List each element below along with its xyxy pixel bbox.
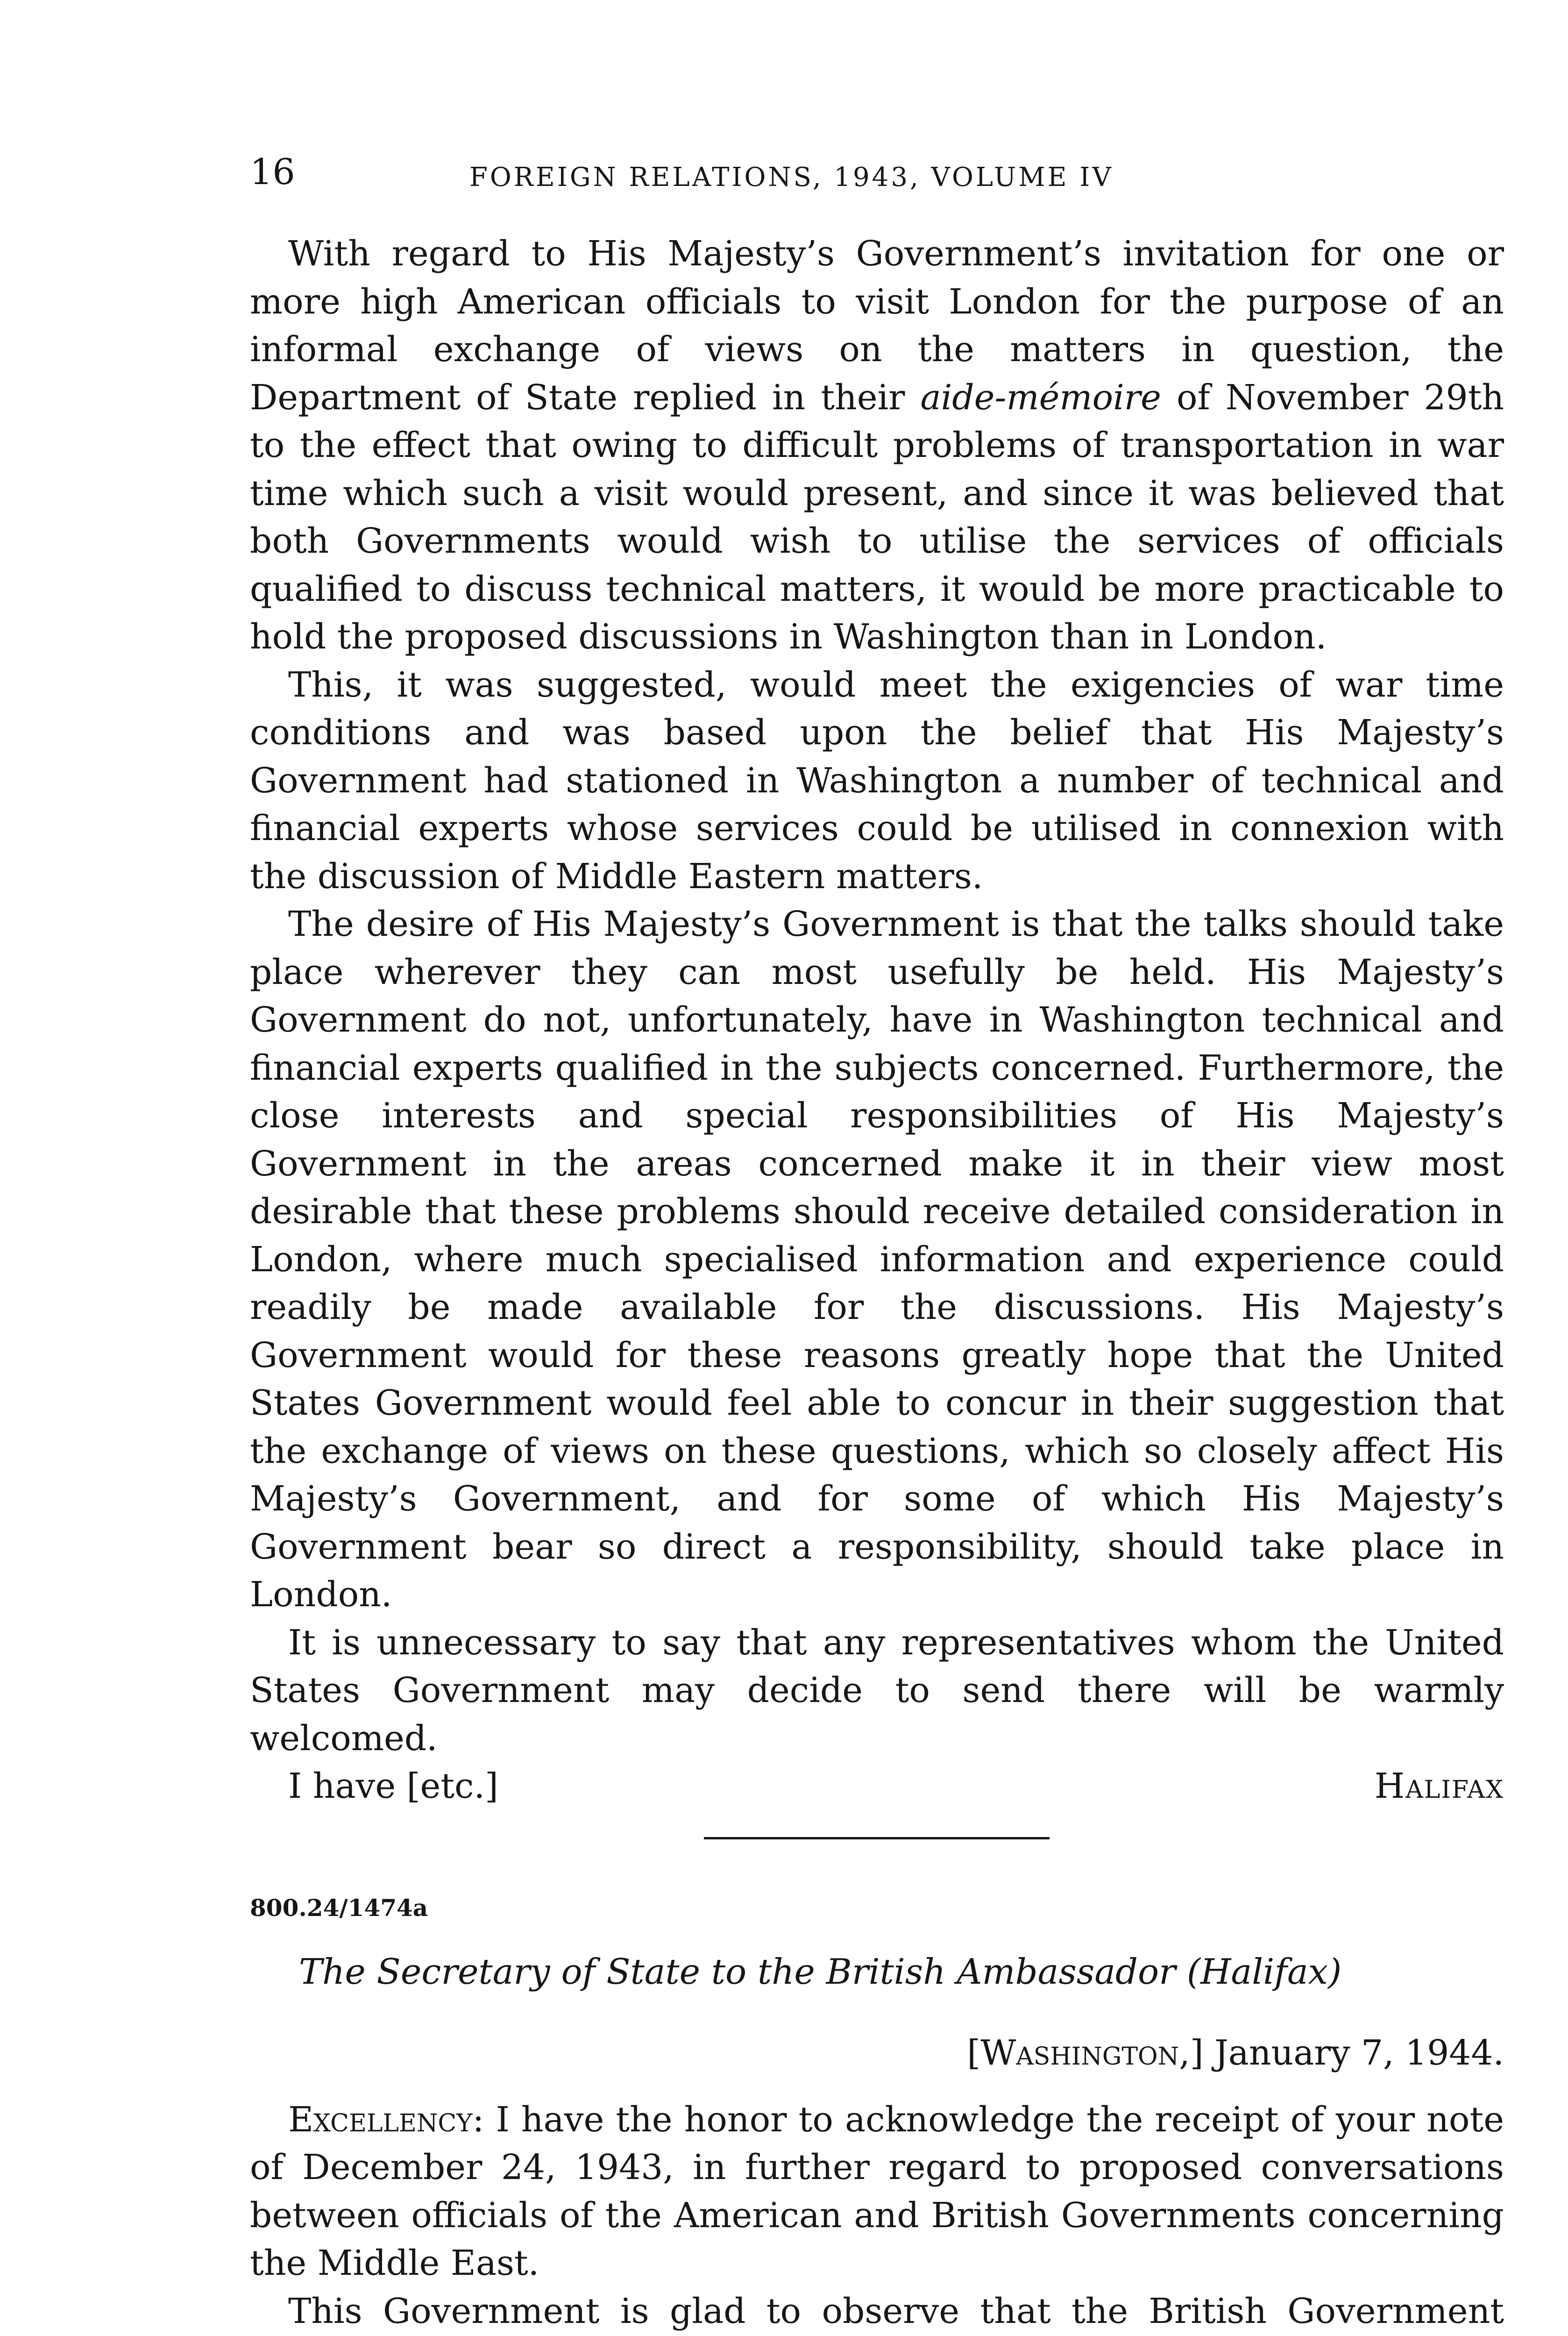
salutation: Excellency — [288, 2099, 473, 2140]
paragraph-3: The desire of His Majesty’s Government is that the talks should take place wherever they can most usefully be held. His Majesty’s Government do not, unfortunately, have in Washington technical and financial experts qualified in the subjects concerned. Furthermore, the close interests and special responsibilities of His Majesty’s Government in the areas concerned make it in their view most desirable that these problems should receive detailed consideration in London, where much specialised information and experience could readily be made available for the discussions. His Majesty’s Government would for these reasons greatly hope that the United States Government would feel able to concur in their suggestion that the exchange of views on these questions, which so closely affect His Majesty’s Government, and for some of which His Majesty’s Government bear so direct a responsibility, should take place in London. — [250, 904, 1504, 1615]
closing-line — [250, 1762, 1504, 1810]
file-number: 800.24/1474a — [250, 1894, 428, 1922]
page-number: 16 — [250, 151, 295, 192]
reply-paragraph-2: This Government is glad to observe that the British Government — [288, 2291, 1504, 2331]
page-header — [250, 151, 1504, 206]
paragraph-2: This, it was suggested, would meet the exigencies of war time conditions and was based upon the belief that His Majesty’s Government had stationed in Washington a number of technical and financial experts whose services could be utilised in connexion with the discussion of Middle Eastern matters. — [250, 664, 1504, 897]
reply-paragraph-1: Excellency: I have the honor to acknowledge the receipt of your note of December 24, 1943, in further regard to proposed conversations between officials of the American and British Governments concerning the Middle East. — [250, 2099, 1504, 2283]
paragraph-1: With regard to His Majesty’s Government’s invitation for one or more high American officials to visit London for the purpose of an informal exchange of views on the matters in question, the Department of State replied in their aide-mémoire of November 29th to the effect that owing to difficult problems of transportation in war time which such a visit would present, and since it was believed that both Governments would wish to utilise the services of officials qualified to discuss technical matters, it would be more practicable to hold the proposed discussions in Washington than in London. — [250, 234, 1504, 657]
reply-body — [250, 2096, 1504, 2336]
running-head: FOREIGN RELATIONS, 1943, VOLUME IV — [469, 162, 1114, 192]
section-divider — [704, 1837, 1050, 1839]
dateline — [250, 2032, 1504, 2073]
paragraph-4: It is unnecessary to say that any representatives whom the United States Government may decide to send there will be warmly welcomed. — [250, 1622, 1504, 1759]
dateline-date: January 7, 1944. — [1203, 2032, 1504, 2073]
signature: Halifax — [1374, 1766, 1504, 1806]
aide-memoire-term: aide-mémoire — [920, 377, 1161, 418]
dateline-place: [Washington,] — [967, 2032, 1204, 2073]
document-title: The Secretary of State to the British Ambassador (Halifax) — [299, 1951, 1342, 1992]
closing-text: I have [etc.] — [288, 1766, 498, 1806]
document-page — [250, 151, 1504, 2336]
letter-body — [250, 230, 1504, 1810]
